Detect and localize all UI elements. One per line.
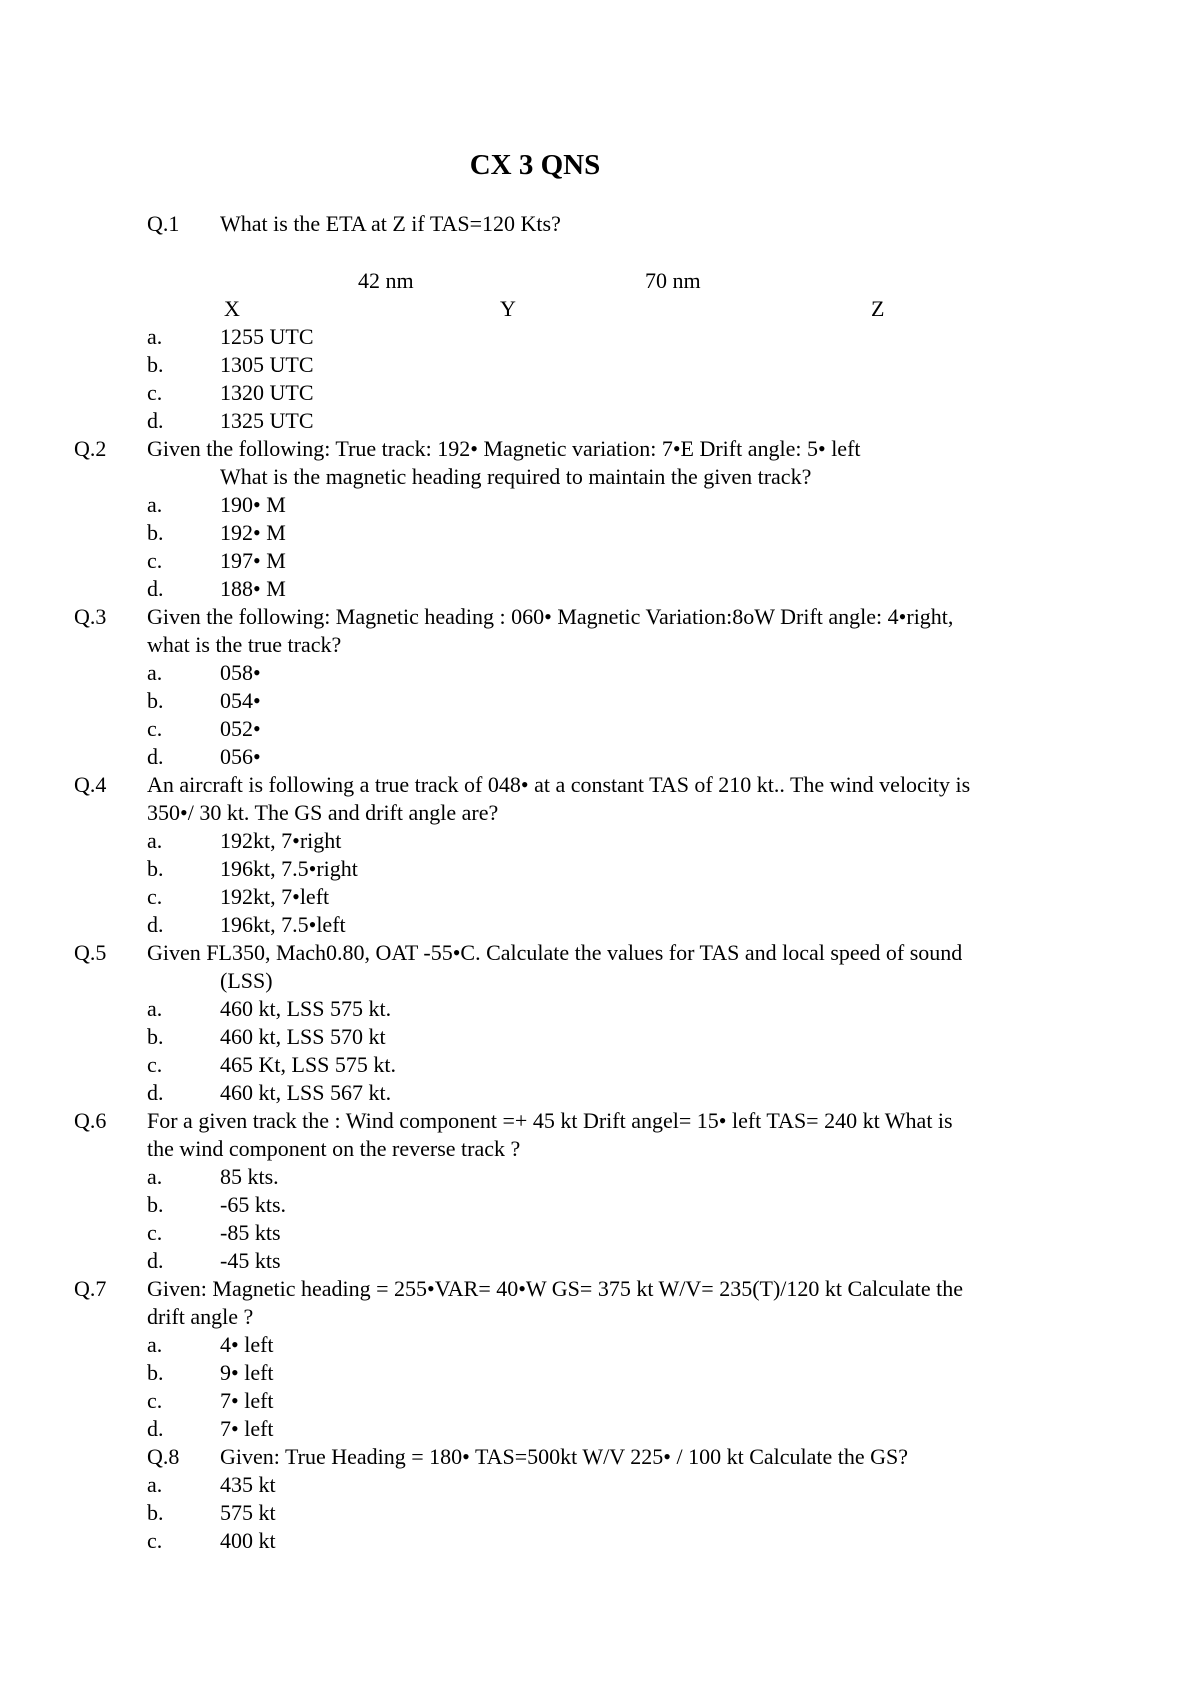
option-text: 054• <box>220 688 261 713</box>
option-letter: c. <box>147 1220 163 1245</box>
option-text: -45 kts <box>220 1248 281 1273</box>
q5-number: Q.5 <box>74 940 107 965</box>
q5-text-line1: Given FL350, Mach0.80, OAT -55•C. Calculate the values for TAS and local speed of sound <box>147 940 963 965</box>
q1-number: Q.1 <box>147 211 180 236</box>
option-text: 058• <box>220 660 261 685</box>
option-letter: a. <box>147 996 163 1021</box>
q2-text-line1: Given the following: True track: 192• Magnetic variation: 7•E Drift angle: 5• left <box>147 436 861 461</box>
q3-text-line1: Given the following: Magnetic heading : 060• Magnetic Variation:8oW Drift angle: 4•right, <box>147 604 954 629</box>
option-text: 196kt, 7.5•right <box>220 856 358 881</box>
distance-yz-label: 70 nm <box>645 268 701 293</box>
option-text: 1305 UTC <box>220 352 314 377</box>
option-text: 85 kts. <box>220 1164 279 1189</box>
option-text: 196kt, 7.5•left <box>220 912 346 937</box>
option-text: 460 kt, LSS 567 kt. <box>220 1080 392 1105</box>
option-text: 197• M <box>220 548 286 573</box>
option-text: 4• left <box>220 1332 274 1357</box>
q7-text-line1: Given: Magnetic heading = 255•VAR= 40•W GS= 375 kt W/V= 235(T)/120 kt Calculate the <box>147 1276 963 1301</box>
option-letter: d. <box>147 1416 164 1441</box>
option-text: -85 kts <box>220 1220 281 1245</box>
point-z-label: Z <box>871 296 885 321</box>
q6-text-line1: For a given track the : Wind component =+ 45 kt Drift angel= 15• left TAS= 240 kt What is <box>147 1108 953 1133</box>
option-letter: a. <box>147 492 163 517</box>
option-letter: d. <box>147 408 164 433</box>
q2-text-line2: What is the magnetic heading required to maintain the given track? <box>220 464 812 489</box>
point-y-label: Y <box>500 296 516 321</box>
q8-text: Given: True Heading = 180• TAS=500kt W/V 225• / 100 kt Calculate the GS? <box>220 1444 909 1469</box>
option-letter: a. <box>147 1164 163 1189</box>
option-text: 435 kt <box>220 1472 276 1497</box>
q7-number: Q.7 <box>74 1276 107 1301</box>
option-letter: b. <box>147 1024 164 1049</box>
option-letter: a. <box>147 1472 163 1497</box>
option-text: 1320 UTC <box>220 380 314 405</box>
q6-number: Q.6 <box>74 1108 107 1133</box>
point-x-label: X <box>224 296 240 321</box>
option-letter: a. <box>147 1332 163 1357</box>
q1-text: What is the ETA at Z if TAS=120 Kts? <box>220 211 561 236</box>
option-letter: c. <box>147 716 163 741</box>
option-letter: a. <box>147 828 163 853</box>
option-text: 192• M <box>220 520 286 545</box>
option-letter: c. <box>147 380 163 405</box>
option-text: 190• M <box>220 492 286 517</box>
option-text: 460 kt, LSS 570 kt <box>220 1024 386 1049</box>
option-letter: b. <box>147 1192 164 1217</box>
q3-number: Q.3 <box>74 604 107 629</box>
q6-text-line2: the wind component on the reverse track ? <box>147 1136 521 1161</box>
q4-text-line1: An aircraft is following a true track of 048• at a constant TAS of 210 kt.. The wind velocity is <box>147 772 971 797</box>
option-letter: a. <box>147 324 163 349</box>
q4-number: Q.4 <box>74 772 107 797</box>
option-letter: d. <box>147 576 164 601</box>
option-letter: d. <box>147 744 164 769</box>
q8-number: Q.8 <box>147 1444 180 1469</box>
option-text: 192kt, 7•right <box>220 828 342 853</box>
q2-number: Q.2 <box>74 436 107 461</box>
option-text: 1255 UTC <box>220 324 314 349</box>
option-text: 460 kt, LSS 575 kt. <box>220 996 392 1021</box>
option-text: 056• <box>220 744 261 769</box>
option-text: 052• <box>220 716 261 741</box>
option-letter: c. <box>147 1388 163 1413</box>
page-title: CX 3 QNS <box>469 149 601 181</box>
q3-text-line2: what is the true track? <box>147 632 342 657</box>
option-letter: a. <box>147 660 163 685</box>
option-text: 400 kt <box>220 1528 276 1553</box>
option-letter: b. <box>147 856 164 881</box>
option-text: 1325 UTC <box>220 408 314 433</box>
option-letter: c. <box>147 548 163 573</box>
option-letter: c. <box>147 1052 163 1077</box>
option-letter: b. <box>147 688 164 713</box>
option-letter: c. <box>147 1528 163 1553</box>
option-letter: d. <box>147 1248 164 1273</box>
option-letter: b. <box>147 352 164 377</box>
option-letter: c. <box>147 884 163 909</box>
option-letter: d. <box>147 1080 164 1105</box>
option-letter: b. <box>147 520 164 545</box>
option-text: 575 kt <box>220 1500 276 1525</box>
option-text: 192kt, 7•left <box>220 884 330 909</box>
option-text: 465 Kt, LSS 575 kt. <box>220 1052 397 1077</box>
option-letter: b. <box>147 1360 164 1385</box>
option-letter: d. <box>147 912 164 937</box>
q4-text-line2: 350•/ 30 kt. The GS and drift angle are? <box>147 800 499 825</box>
q5-text-line2: (LSS) <box>220 968 273 993</box>
option-text: 9• left <box>220 1360 274 1385</box>
distance-xy-label: 42 nm <box>358 268 414 293</box>
option-text: 7• left <box>220 1388 274 1413</box>
option-text: 188• M <box>220 576 286 601</box>
option-text: 7• left <box>220 1416 274 1441</box>
option-letter: b. <box>147 1500 164 1525</box>
option-text: -65 kts. <box>220 1192 286 1217</box>
q7-text-line2: drift angle ? <box>147 1304 254 1329</box>
